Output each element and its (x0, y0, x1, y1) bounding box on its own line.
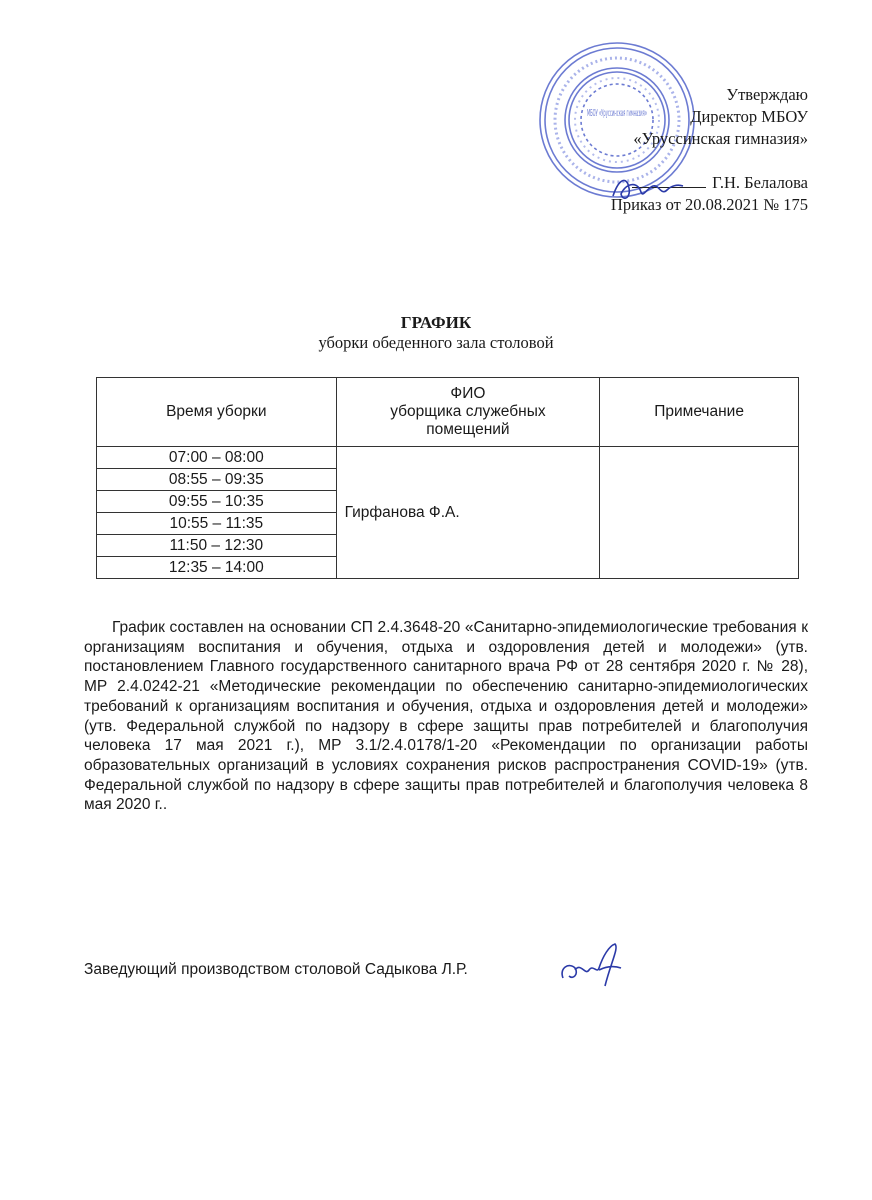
header-fio-line3: помещений (426, 421, 510, 438)
approval-signer: Г.Н. Белалова (712, 173, 808, 192)
document-title: ГРАФИК (400, 313, 472, 332)
approval-gap (611, 150, 808, 172)
time-cell: 11:50 – 12:30 (97, 535, 337, 557)
approval-heading: Утверждаю (726, 85, 808, 104)
cleaning-schedule-table (96, 377, 799, 579)
document-subtitle: уборки обеденного зала столовой (318, 333, 554, 352)
header-fio-line1: ФИО (450, 385, 486, 402)
time-cell: 10:55 – 11:35 (97, 513, 337, 535)
note-cell (600, 447, 799, 579)
manager-line: Заведующий производством столовой Садыкова Л.Р. (84, 961, 468, 978)
time-cell: 08:55 – 09:35 (97, 469, 337, 491)
approval-organization: «Уруссинская гимназия» (633, 129, 808, 148)
table-header-row (97, 378, 799, 447)
time-cell: 12:35 – 14:00 (97, 557, 337, 579)
approval-order: Приказ от 20.08.2021 № 175 (610, 195, 808, 214)
time-cell: 07:00 – 08:00 (97, 447, 337, 469)
header-fio (336, 378, 600, 447)
stamp-center-text: МБОУ «Уруссинская гимназия» (587, 108, 647, 119)
header-note: Примечание (600, 378, 799, 447)
approval-position: Директор МБОУ (690, 107, 808, 126)
header-time: Время уборки (97, 378, 337, 447)
table-row (97, 447, 799, 469)
time-cell: 09:55 – 10:35 (97, 491, 337, 513)
manager-signature-icon (555, 940, 625, 990)
basis-paragraph: График составлен на основании СП 2.4.3648-20 «Санитарно-эпидемиологические требования к организациям воспитания и обучения, отдыха и оздоровления детей и молодежи» (утв. постановлением Главного государственного санитарного врача РФ от 28 сентября 2020 г. № 28), МР 2.4.0242-21 «Методические рекомендации по обеспечению санитарно-эпидемиологических требований к организациям воспитания и обучения, отдыха и оздоровления детей и молодежи» (утв. Федеральной службой по надзору в сфере защиты прав потребителей и благополучия человека 17 мая 2021 г.), МР 3.1/2.4.0178/1-20 «Рекомендации по организации работы образовательных организаций в условиях сохранения рисков распространения COVID-19» (утв. Федеральной службой по надзору в сфере защиты прав потребителей и благополучия человека 8 мая 2020 г.. (84, 619, 808, 814)
header-fio-line2: уборщика служебных (390, 403, 546, 420)
director-signature-icon (607, 170, 687, 208)
cleaner-cell: Гирфанова Ф.А. (336, 447, 600, 579)
